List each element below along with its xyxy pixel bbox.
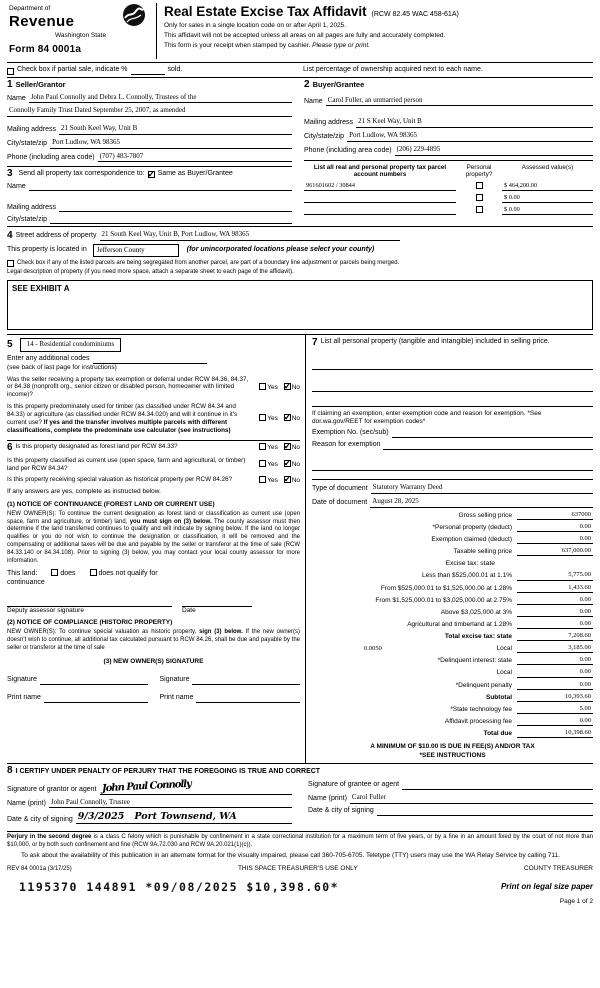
s6-question-3: Is this property receiving special valuation as historical property per RCW 84.26? [7, 476, 233, 484]
agricultural-timberland-label: Agricultural and timberland at 1.28% [407, 620, 512, 628]
total-excise-state-label: Total excise tax: state [444, 633, 512, 641]
does-not-label: does not qualify for [98, 570, 158, 578]
no-label: No [291, 444, 300, 452]
tier-1-label: Less than $525,000.01 at 1.1% [422, 572, 512, 580]
buyer-phone-label: Phone (including area code) [304, 146, 392, 154]
exemption-no-label: Exemption No. (sec/sub) [312, 429, 389, 437]
state-technology-fee-label: *State technology fee [450, 705, 512, 713]
agricultural-timberland-value[interactable]: 0.00 [517, 620, 593, 629]
total-due-row [312, 729, 593, 738]
yes-label: Yes [267, 477, 278, 485]
segregated-label: Check box if any of the listed parcels are being segregated from another parcel, are part of a boundary line adjustment or parcels being merged. [17, 259, 400, 266]
section-7 [312, 338, 593, 348]
grantor-signature-value: John Paul Connolly [101, 778, 191, 795]
s5-q2-bold-text: If yes and the transfer involves multiple parcels with different classifications, complete the predominate use calculator (see instructions) [7, 418, 231, 434]
no-label: No [291, 460, 300, 468]
certify-statement: I CERTIFY UNDER PENALTY OF PERJURY THAT THE FOREGOING IS TRUE AND CORRECT [15, 768, 321, 776]
grantee-print-name-value: Carol Fuller [351, 793, 386, 802]
seller-name-label: Name [7, 94, 26, 102]
buyer-city-label: City/state/zip [304, 133, 345, 140]
total-due-label: Total due [483, 730, 512, 738]
seller-name-field-2[interactable] [7, 106, 292, 117]
located-in-label: This property is located in [7, 246, 87, 253]
county-treasurer-label: COUNTY TREASURER [523, 865, 593, 873]
grantor-print-name-field[interactable] [49, 798, 292, 809]
tier-4-row [312, 608, 593, 617]
buyer-name-field[interactable] [326, 96, 593, 107]
seller-phone-label: Phone (including area code) [7, 153, 95, 161]
total-excise-state-value[interactable]: 7,208.60 [517, 632, 593, 641]
seller-address-label: Mailing address [7, 126, 57, 133]
property-class-select[interactable]: 14 - Residential condominiums [20, 338, 122, 352]
page-indicator: Page 1 of 2 [559, 897, 593, 905]
grantor-print-name-label: Name (print) [7, 799, 46, 807]
perjury-bold: Perjury in the second degree [7, 834, 92, 841]
perjury-notice [7, 831, 593, 860]
tier-3-label: From $1,525,000.01 to $3,025,000.00 at 2.75% [375, 596, 512, 604]
assessed-value-field-3[interactable] [502, 206, 593, 215]
notice-3-title: (3) NEW OWNER(S) SIGNATURE [103, 658, 204, 666]
tier-4-value[interactable]: 0.00 [517, 608, 593, 617]
partial-sale-label: Check box if partial sale, indicate % [17, 65, 128, 73]
buyer-column [300, 78, 593, 227]
parcel-number-field-2[interactable] [304, 194, 456, 203]
buyer-name-label: Name [304, 97, 323, 105]
land-does-not-option [90, 569, 158, 579]
seller-address-field[interactable] [59, 124, 292, 135]
seller-heading-label: Seller/Grantor [15, 79, 66, 89]
personal-property-checkbox-3[interactable] [476, 206, 483, 213]
s6-q1-yes-checkbox[interactable] [259, 443, 266, 450]
deputy-assessor-signature-field[interactable] [7, 598, 172, 607]
partial-percent-field[interactable] [131, 66, 165, 75]
grantee-signature-field[interactable] [402, 781, 593, 790]
corr-address-field[interactable] [59, 203, 292, 212]
delinquent-interest-state-value[interactable]: 0.00 [517, 656, 593, 665]
section-3-number: 3 [7, 168, 13, 180]
new-owner-print-field-1[interactable] [44, 694, 148, 703]
tier-1-row [312, 571, 593, 580]
seller-name-value-1: John Paul Connolly and Debra L. Connolly, Trustees of the [30, 92, 197, 101]
new-owner-signature-field-2[interactable] [192, 676, 300, 685]
assessed-value-3: $ 0.00 [504, 206, 520, 214]
state-technology-fee-row [312, 705, 593, 714]
s5-q2-answer [255, 414, 300, 423]
s6-question-1 [7, 443, 250, 453]
taxable-selling-price-label: Taxable selling price [453, 547, 512, 555]
taxable-selling-price-row [312, 547, 593, 556]
buyer-heading [304, 80, 593, 90]
section-8 [7, 763, 593, 827]
seller-city-field[interactable] [50, 138, 292, 149]
additional-codes-note: (see back of last page for instructions) [7, 363, 117, 371]
delinquent-penalty-value[interactable]: 0.00 [517, 681, 593, 690]
local-tax-row [312, 644, 593, 653]
print-legal-size-note: Print on legal size paper [500, 881, 593, 891]
grantor-date-city-label: Date & city of signing [7, 815, 73, 823]
buyer-phone-value: (206) 229-4895 [396, 144, 441, 153]
buyer-city-field[interactable] [347, 131, 593, 142]
delinquent-interest-state-row [312, 656, 593, 665]
s6-q1-no-checkbox[interactable] [284, 443, 291, 450]
grantor-signature-label: Signature of grantor or agent [7, 785, 97, 793]
partial-sale-checkbox[interactable] [7, 68, 14, 75]
s5-q1-yes-checkbox[interactable] [259, 383, 266, 390]
same-as-buyer-checkbox[interactable] [148, 171, 155, 178]
local-rate-value[interactable]: 0.0050 [364, 645, 382, 653]
classification-and-tax-section [7, 334, 593, 764]
state-technology-fee-value[interactable]: 5.00 [517, 705, 593, 714]
yes-label: Yes [267, 415, 278, 423]
section-2-number: 2 [304, 78, 310, 90]
delinquent-penalty-row [312, 681, 593, 690]
seller-city-value: Port Ludlow, WA 98365 [52, 137, 120, 146]
s6-q3-no-checkbox[interactable] [284, 476, 291, 483]
grantee-print-name-field[interactable] [350, 793, 593, 804]
taxable-selling-price-value[interactable]: 637,000.00 [517, 547, 593, 556]
this-land-label: This land: [7, 569, 38, 577]
s6-q3-yes-checkbox[interactable] [259, 476, 266, 483]
partial-sale-row [7, 63, 593, 77]
minimum-due-note: A MINIMUM OF $10.00 IS DUE IN FEE(S) AND/OR TAX [370, 743, 535, 751]
exemption-no-field[interactable] [392, 429, 593, 438]
subtotal-row [312, 693, 593, 702]
corr-name-label: Name [7, 182, 26, 190]
buyer-address-field[interactable] [356, 117, 593, 128]
s5-q2-text: Is this property predominately used for timber (as classified under RCW 84.34 and 84.33) or agriculture (as classified under RCW 84.34.020) and will it continue in it's current use? [7, 403, 238, 426]
grantee-signature-block [308, 778, 593, 827]
no-label: No [291, 383, 300, 391]
total-excise-state-row [312, 632, 593, 641]
section-6-number: 6 [7, 441, 13, 453]
grantor-date-value: 9/3/2025 [77, 811, 125, 823]
no-label: No [291, 477, 300, 485]
personal-property-deduct-row [312, 523, 593, 532]
s6-note: If any answers are yes, complete as instructed below. [7, 488, 161, 496]
form-rcw: (RCW 82.45 WAC 458-61A) [371, 11, 459, 18]
grantee-date-city-field[interactable] [377, 807, 593, 816]
see-instructions-note: *SEE INSTRUCTIONS [419, 752, 486, 760]
reason-for-exemption-field[interactable] [383, 441, 593, 450]
parcel-number-field-3[interactable] [304, 206, 456, 215]
personal-property-checkbox-2[interactable] [476, 194, 483, 201]
notice-1-bold: you must sign on (3) below. [129, 518, 212, 525]
parties-section [7, 77, 593, 227]
seller-name-field[interactable] [29, 93, 292, 104]
exemption-claimed-value[interactable]: 0.00 [517, 535, 593, 544]
tier-3-row [312, 596, 593, 605]
legal-description-value: SEE EXHIBIT A [12, 283, 70, 293]
land-does-option [51, 569, 75, 579]
type-of-document-field[interactable] [371, 483, 593, 494]
parcel-numbers-header: List all real and personal property tax parcel account numbers [313, 163, 447, 179]
revenue-wordmark: Revenue [9, 13, 75, 31]
exemption-claimed-row [312, 535, 593, 544]
tier-2-value[interactable]: 1,433.60 [517, 584, 593, 593]
seller-column [7, 78, 300, 227]
type-of-document-value: Statutory Warranty Deed [372, 483, 443, 491]
buyer-city-value: Port Ludlow, WA 98365 [349, 131, 417, 139]
section-1-number: 1 [7, 78, 13, 90]
seller-address-value: 21 South Keel Way, Unit B [61, 124, 138, 132]
title-block [157, 3, 593, 59]
agricultural-timberland-row [312, 620, 593, 629]
total-due-value[interactable]: 10,398.60 [517, 729, 593, 738]
stamp-row [7, 874, 593, 906]
section-4-number: 4 [7, 230, 13, 241]
personal-property-label: List all personal property (tangible and intangible) included in selling price. [320, 337, 550, 345]
additional-codes-label: Enter any additional codes [7, 354, 90, 362]
land-does-checkbox[interactable] [51, 569, 58, 576]
seller-heading [7, 80, 292, 90]
s6-q2-answer [255, 460, 300, 469]
affidavit-processing-fee-label: Affidavit processing fee [444, 717, 512, 725]
personal-property-field-2[interactable] [312, 383, 593, 392]
corr-city-label: City/state/zip [7, 215, 48, 223]
notice-2-text [7, 629, 300, 652]
date-of-document-field[interactable] [370, 497, 593, 508]
header-note-3b: Please type or print. [312, 41, 370, 49]
s5-q2-yes-checkbox[interactable] [259, 414, 266, 421]
dor-logo-icon [122, 3, 146, 27]
land-does-not-checkbox[interactable] [90, 569, 97, 576]
ownership-percentage-note: List percentage of ownership acquired next to each name. [303, 65, 483, 73]
local-tax-value[interactable]: 3,185.00 [517, 644, 593, 653]
personal-property-field-1[interactable] [312, 361, 593, 370]
treasurer-stamp: 1195370 144891 *09/08/2025 $10,398.60* [19, 879, 340, 894]
rev-number: REV 84 0001a (3/17/25) [7, 866, 72, 873]
assessed-value-field-1[interactable] [502, 182, 593, 191]
grantee-signature-label: Signature of grantee or agent [308, 781, 400, 789]
notice-1-b: The county assessor must then determine if the land transferred continues to qualify and will indicate by signing below. If the land no longer qualifies or you do not wish to continue the designation or classification, it will be removed and the compensating or additional taxes will be due and payable by the seller or transferor at the time of sale (RCW 84.33.140 or 84.34.108). Prior to signing (3) below, you may contact your local county assessor for more information. [7, 518, 301, 564]
gross-selling-price-value[interactable]: 637000 [517, 511, 593, 520]
washington-state-label: Washington State [55, 31, 107, 39]
new-owner-print-label-1: Print name [7, 693, 41, 701]
section-3 [7, 166, 292, 224]
personal-property-deduct-label: *Personal property (deduct) [432, 523, 512, 531]
grantor-signature-field[interactable] [100, 778, 292, 795]
exemption-claimed-label: Exemption claimed (deduct) [431, 535, 512, 543]
legal-description-label: Legal description of property (if you need more space, attach a separate sheet to each page of the affidavit). [7, 269, 294, 276]
subtotal-label: Subtotal [486, 693, 512, 701]
grantor-date-city-field[interactable] [76, 811, 292, 824]
seller-city-label: City/state/zip [7, 139, 48, 147]
grantor-city-value: Port Townsend, WA [134, 811, 237, 823]
notice-2-title: (2) NOTICE OF COMPLIANCE (HISTORIC PROPERTY) [7, 618, 173, 626]
assessed-value-2: $ 0.00 [504, 194, 520, 202]
tier-3-value[interactable]: 0.00 [517, 596, 593, 605]
s6-q3-answer [255, 476, 300, 485]
partial-sold-label: sold. [167, 65, 183, 73]
form-number: Form 84 0001a [9, 44, 82, 55]
no-label: No [291, 415, 300, 423]
grantee-print-name-label: Name (print) [308, 795, 347, 803]
tier-4-label: Above $3,025,000 at 3% [440, 608, 512, 616]
page-footer-right [501, 874, 593, 906]
personal-property-checkbox-1[interactable] [476, 182, 483, 189]
treasurer-space-label: THIS SPACE TREASURER'S USE ONLY [237, 865, 358, 873]
grantee-date-city-label: Date & city of signing [308, 807, 374, 815]
excise-tax-state-header: Excise tax: state [445, 560, 495, 567]
delinquent-penalty-label: *Delinquent penalty [455, 681, 512, 689]
new-owner-signature-label-1: Signature [7, 675, 37, 683]
notice-2-a: NEW OWNER(S): To continue special valuation as historic property, [7, 629, 197, 636]
header-note-2: This affidavit will not be accepted unless all areas on all pages are fully and accurately completed. [164, 32, 446, 39]
buyer-heading-label: Buyer/Grantee [312, 79, 365, 89]
new-owner-print-field-2[interactable] [196, 694, 300, 703]
assessed-value-field-2[interactable] [502, 194, 593, 203]
personal-property-header: Personal property? [465, 163, 493, 179]
section-5-number: 5 [7, 338, 13, 350]
notice-2-bold: sign (3) below. [199, 629, 243, 636]
new-owner-signature-field-1[interactable] [40, 676, 148, 685]
grantor-signature-block [7, 778, 292, 827]
delinquent-interest-local-row [312, 668, 593, 677]
delinquent-interest-state-label: *Delinquent interest: state [437, 657, 512, 665]
date-of-document-label: Date of document [312, 498, 368, 506]
header-note-3a: This form is your receipt when stamped by cashier. [164, 41, 311, 49]
header-note-3 [164, 42, 593, 50]
exemption-instructions: If claiming an exemption, enter exemption code and reason for exemption. *See dor.wa.gov/REET for exemption codes* [312, 409, 542, 425]
left-column [7, 335, 305, 764]
yes-label: Yes [267, 444, 278, 452]
does-label: does [60, 570, 76, 578]
s5-q1-answer [255, 383, 300, 392]
s5-q1-no-checkbox[interactable] [284, 383, 291, 390]
s6-question-2: Is this property classified as current use (open space, farm and agricultural, or timber) land per RCW 84.34? [7, 456, 246, 472]
assessed-value-header: Assessed value(s) [521, 163, 574, 171]
street-address-field[interactable] [100, 230, 400, 241]
tier-2-row [312, 584, 593, 593]
assessed-value-1: $ 464,200.00 [504, 182, 538, 190]
reason-for-exemption-label: Reason for exemption [312, 441, 381, 449]
new-owner-signature-label-2: Signature [159, 675, 190, 683]
seller-name-value-2: Connolly Family Trust Dated September 25, 2007, as amended [9, 106, 186, 115]
s5-question-1: Was the seller receiving a property tax exemption or deferral under RCW 84.36, 84.37, or 84.38 (nonprofit org., senior citizen or disabled person, homeowner with limited income)? [7, 375, 249, 399]
s6-q1-answer [255, 443, 300, 452]
seller-phone-value: (707) 483-7807 [99, 151, 144, 160]
notice-2-b: If the new owner(s) doesn't wish to continue, all additional tax calculated pursuant to RCW 84.26, shall be due and payable by the seller or transferor at the time of sale [7, 629, 301, 651]
deputy-assessor-label: Deputy assessor signature [7, 606, 84, 614]
local-tax-label: Local [496, 645, 512, 653]
continuance-label: continuance [7, 579, 45, 587]
same-as-buyer-label: Same as Buyer/Grantee [157, 169, 233, 177]
personal-property-deduct-value[interactable]: 0.00 [517, 523, 593, 532]
tier-2-label: From $525,000.01 to $1,525,000.00 at 1.28% [380, 584, 512, 592]
additional-codes-field[interactable] [93, 355, 208, 364]
form-header [7, 3, 593, 63]
section-8-number: 8 [7, 765, 13, 777]
dept-of-label: Department of [9, 5, 51, 12]
county-note: (for unincorporated locations please select your county) [186, 246, 375, 253]
reason-for-exemption-field-2[interactable] [312, 462, 593, 471]
agency-block [7, 3, 157, 59]
delinquent-interest-local-label: Local [496, 669, 512, 677]
corr-city-field[interactable] [50, 215, 292, 224]
delinquent-interest-local-value[interactable]: 0.00 [517, 668, 593, 677]
parcel-row [304, 206, 593, 215]
seller-phone-field[interactable] [98, 152, 292, 163]
county-select[interactable]: Jefferson County [93, 244, 179, 257]
type-of-document-label: Type of document [312, 485, 368, 492]
segregated-checkbox[interactable] [7, 260, 14, 267]
affidavit-processing-fee-row [312, 717, 593, 726]
form-title: Real Estate Excise Tax Affidavit [164, 4, 367, 19]
notice-1-text [7, 511, 300, 566]
corr-name-field[interactable] [29, 182, 292, 191]
section-6 [7, 440, 300, 703]
right-column [305, 335, 593, 764]
alternate-format-note: To ask about the availability of this publication in an alternate format for the visually impaired, please call 360-705-6705. Teletype (TTY) users may use the WA Relay Service by calling 711. [21, 852, 560, 860]
s6-q1-text: Is this property designated as forest land per RCW 84.33? [15, 442, 178, 450]
legal-description-area[interactable] [7, 280, 593, 330]
parcel-row [304, 194, 593, 203]
buyer-phone-field[interactable] [395, 145, 593, 156]
parcel-row [304, 182, 593, 191]
section-7-number: 7 [312, 336, 318, 348]
header-note-1: Only for sales in a single location code on or after April 1, 2025. [164, 22, 347, 30]
new-owner-print-label-2: Print name [159, 693, 194, 701]
section-4 [7, 226, 593, 330]
deputy-date-label: Date [182, 606, 196, 614]
parcel-number-value-1: 961601602 / 30844 [306, 182, 355, 190]
deputy-date-field[interactable] [182, 598, 252, 607]
s5-question-2 [7, 403, 250, 434]
footer-row [7, 865, 593, 874]
s6-q2-yes-checkbox[interactable] [259, 460, 266, 467]
street-address-value: 21 South Keel Way, Unit B, Port Ludlow, WA 98365 [101, 230, 250, 239]
gross-selling-price-row [312, 511, 593, 520]
parcel-table [304, 160, 593, 216]
s6-q2-no-checkbox[interactable] [284, 460, 291, 467]
buyer-address-label: Mailing address [304, 119, 354, 127]
corr-address-label: Mailing address [7, 203, 57, 211]
yes-label: Yes [267, 460, 278, 468]
s5-q2-no-checkbox[interactable] [284, 414, 291, 421]
tier-1-value[interactable]: 5,775.00 [517, 571, 593, 580]
parcel-number-field-1[interactable] [304, 182, 456, 191]
yes-label: Yes [267, 383, 278, 391]
buyer-address-value: 21 S Keel Way, Unit B [358, 117, 422, 126]
perjury-text: is a class C felony which is punishable by confinement in a state correctional institution for a maximum term of five years, or by a fine in an amount fixed by the court of not more than $10,000, or by both such confinement and fine (RCW 9A.72.030 and RCW 9A.20.021(1)(c)). [7, 834, 594, 848]
notice-1-title: (1) NOTICE OF CONTINUANCE (FOREST LAND OR CURRENT USE) [7, 500, 215, 508]
street-address-label: Street address of property [15, 232, 97, 240]
notice-1-a: NEW OWNER(S): To continue the current designation as forest land or classification as current use (open space, farm and agriculture, or timber) land, [7, 510, 300, 525]
buyer-name-value: Carol Fuller, an unmarried person [327, 95, 423, 104]
affidavit-processing-fee-value[interactable]: 0.00 [517, 717, 593, 726]
date-of-document-value: August 28, 2025 [372, 496, 419, 505]
correspondence-label: Send all property tax correspondence to: [18, 169, 145, 177]
subtotal-value[interactable]: 10,393.60 [517, 693, 593, 702]
grantor-print-name-value: John Paul Connolly, Trustee [50, 797, 130, 806]
gross-selling-price-label: Gross selling price [458, 511, 512, 519]
